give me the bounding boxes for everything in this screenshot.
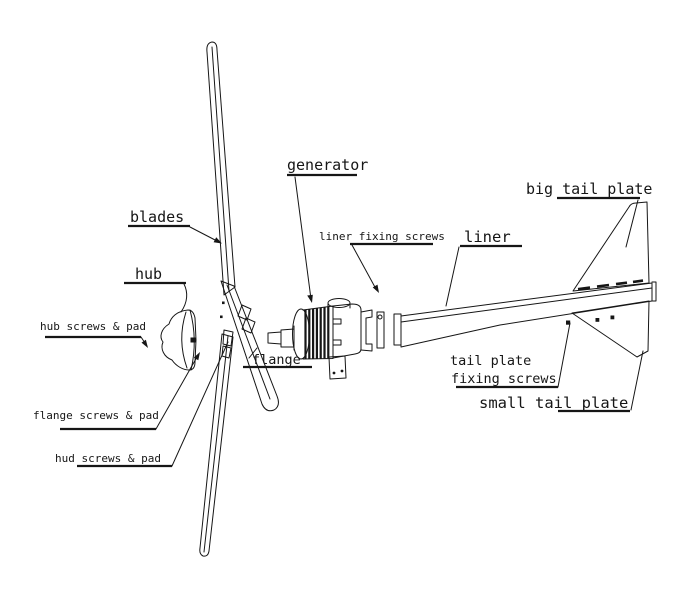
small-tail-plate-leader [631, 351, 643, 410]
liner-clamp-bracket [361, 310, 372, 351]
bracket-screw-2 [341, 370, 344, 373]
liner-leader [446, 247, 459, 306]
generator-mount-bracket [329, 356, 346, 379]
liner-clamp-bolt [378, 315, 382, 319]
label-hub-screws-pad: hub screws & pad [40, 320, 146, 333]
generator-top-cap [328, 299, 350, 308]
generator-arrowhead [307, 295, 313, 303]
flange-screws-leader [156, 357, 197, 429]
label-blades: blades [130, 208, 185, 226]
big-tail-plate-leader [626, 200, 638, 247]
blades-leader [190, 227, 217, 241]
flange-screw-dot-2 [220, 316, 223, 319]
blades-arrowhead [214, 237, 222, 243]
label-small-tail-plate: small tail plate [479, 394, 629, 412]
generator-rib-stripes [306, 307, 329, 359]
label-big-tail-plate: big tail plate [526, 180, 653, 198]
liner-end-rings [377, 312, 401, 348]
liner-boom-top-face-line [401, 288, 652, 322]
label-liner-fixing-screws: liner fixing screws [319, 230, 445, 243]
hub-spinner-inner-curve-1 [182, 312, 187, 368]
hub-leader [181, 284, 187, 312]
label-tail-plate-fixing-line1: tail plate [450, 353, 532, 369]
generator-body [333, 304, 361, 358]
flange-screw-dot-1 [222, 302, 225, 305]
bracket-screw-1 [333, 372, 336, 375]
generator-leader [295, 177, 311, 299]
generator-bolt-pins [333, 319, 341, 345]
tail-screw-dot-2 [611, 316, 615, 320]
big-tail-plate-shape [573, 202, 649, 291]
generator-shaft [268, 326, 294, 350]
label-generator: generator [287, 156, 369, 174]
label-liner: liner [464, 228, 511, 246]
tail-fixing-screws-leader [558, 323, 570, 387]
label-hud-screws-pad: hud screws & pad [55, 452, 161, 465]
liner-fixing-screws-leader [352, 245, 376, 289]
liner-boom-end-cap [652, 282, 656, 301]
tail-screw-dot-1 [596, 318, 600, 322]
label-flange-screws-pad: flange screws & pad [33, 409, 159, 422]
label-hub: hub [135, 265, 163, 283]
label-flange: flange [252, 352, 301, 368]
flange-plate-edge-line [227, 285, 270, 399]
hub-screw-dot [191, 338, 196, 343]
label-tail-plate-fixing-line2: fixing screws [451, 371, 557, 387]
hud-screws-leader [172, 342, 228, 466]
small-tail-plate-shape [572, 301, 649, 357]
hub-screws-arrowhead [142, 340, 149, 348]
liner-fixing-arrowhead [373, 285, 379, 293]
